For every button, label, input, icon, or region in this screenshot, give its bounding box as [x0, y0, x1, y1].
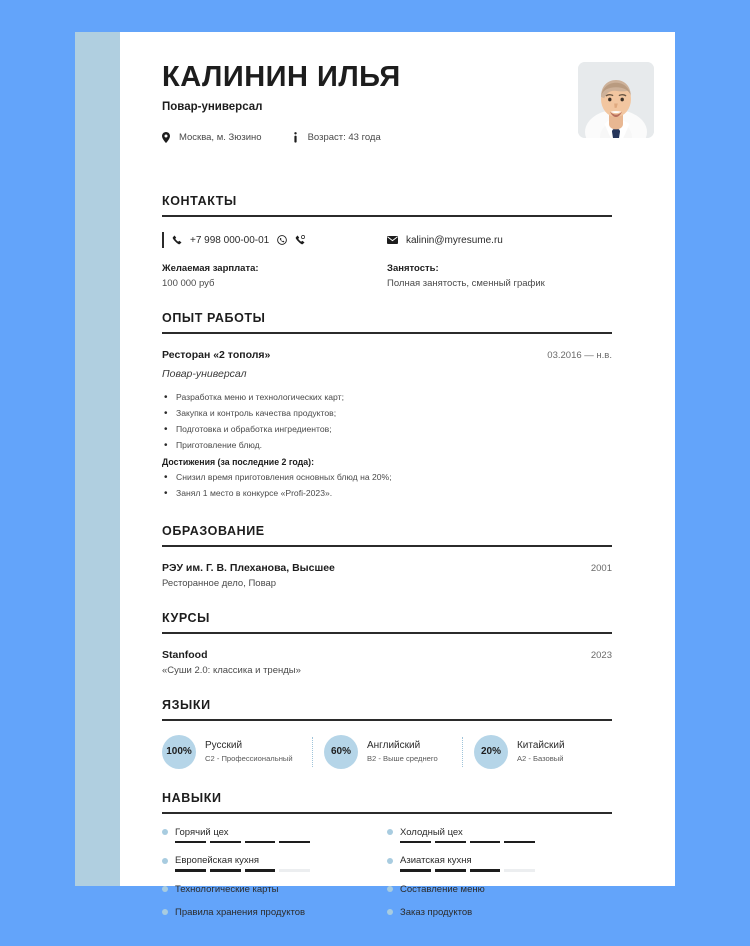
language-level: C2 - Профессиональный [205, 754, 293, 764]
skill-item [162, 827, 387, 844]
section-courses [162, 611, 612, 676]
language-name: Английский [366, 740, 421, 752]
languages-list [162, 735, 612, 769]
header-meta [162, 132, 612, 143]
skill-name: Заказ продуктов [400, 906, 473, 918]
language-name: Китайский [516, 740, 565, 752]
skill-item [387, 827, 612, 844]
contact-secondary-row [162, 263, 612, 289]
phone-marker [162, 232, 164, 248]
info-icon [292, 132, 299, 143]
map-pin-icon [162, 132, 170, 143]
skill-name: Технологические карты [175, 883, 279, 895]
section-rule [162, 215, 612, 217]
list-item: • Закупка и контроль качества продуктов; [162, 406, 612, 422]
course-date: 2023 [590, 649, 612, 661]
skill-rating-bar [175, 869, 310, 872]
candidate-role: Повар-универсал [162, 100, 263, 113]
section-title-education: ОБРАЗОВАНИЕ [162, 523, 265, 538]
section-title-courses: КУРСЫ [162, 610, 211, 625]
salary-value: 100 000 руб [162, 278, 215, 289]
skill-rating-segment [435, 841, 466, 844]
skill-item [162, 855, 387, 872]
skill-item [387, 907, 612, 918]
skill-name: Составление меню [400, 883, 485, 895]
section-skills [162, 791, 612, 930]
phone-icon [172, 235, 182, 245]
skill-rating-segment [245, 841, 276, 844]
list-item: • Занял 1 место в конкурсе «Profi-2023». [162, 486, 612, 502]
list-item: • Приготовление блюд. [162, 438, 612, 454]
candidate-age: Возраст: 43 года [307, 131, 381, 143]
skill-row [387, 907, 612, 918]
language-percent-badge: 60% [324, 735, 358, 769]
bullet-dot-icon [387, 829, 393, 835]
skill-rating-segment [175, 869, 206, 872]
envelope-icon [387, 236, 398, 244]
section-rule [162, 332, 612, 334]
skill-row [387, 827, 612, 838]
experience-position: Повар-универсал [162, 368, 247, 380]
section-education [162, 524, 612, 589]
language-percent-badge: 20% [474, 735, 508, 769]
section-rule [162, 812, 612, 814]
candidate-location: Москва, м. Зюзино [179, 131, 262, 143]
skill-rating-segment [245, 869, 276, 872]
language-level: A2 - Базовый [516, 754, 564, 764]
section-rule [162, 632, 612, 634]
language-percent-badge: 100% [162, 735, 196, 769]
skill-rating-segment [504, 841, 535, 844]
skill-rating-segment [210, 869, 241, 872]
candidate-name: КАЛИНИН ИЛЬЯ [162, 61, 401, 93]
bullet-dot-icon [162, 886, 168, 892]
skill-name: Правила хранения продуктов [175, 906, 306, 918]
skill-rating-segment [470, 841, 501, 844]
bullet-dot-icon [387, 886, 393, 892]
language-item [462, 735, 612, 769]
skill-rating-segment [175, 841, 206, 844]
skill-name: Азиатская кухня [400, 855, 472, 867]
language-item [162, 735, 312, 769]
section-title-languages: ЯЗЫКИ [162, 697, 211, 712]
employment-label: Занятость: [387, 263, 439, 274]
section-title-skills: НАВЫКИ [162, 790, 222, 805]
experience-item-head [162, 349, 612, 361]
resume-page [120, 32, 675, 918]
bullet-dot-icon [162, 858, 168, 864]
education-institution: РЭУ им. Г. В. Плеханова, Высшее [162, 561, 335, 574]
skill-name: Горячий цех [175, 826, 229, 838]
page-accent-stripe [75, 32, 120, 886]
phone-number: +7 998 000-00-01 [190, 234, 270, 246]
experience-item [162, 349, 612, 502]
salary-label: Желаемая зарплата: [162, 263, 259, 274]
bullet-dot-icon [162, 829, 168, 835]
skill-item [162, 907, 387, 918]
skill-row [162, 907, 387, 918]
section-title-experience: ОПЫТ РАБОТЫ [162, 311, 266, 325]
bullet-dot-icon [387, 909, 393, 915]
bullet-dot-icon [387, 858, 393, 864]
education-item [162, 562, 612, 589]
experience-duties [162, 390, 612, 502]
skill-rating-bar [400, 841, 535, 844]
skill-row [387, 855, 612, 866]
skill-row [162, 827, 387, 838]
skill-name: Холодный цех [400, 826, 463, 838]
section-contacts [162, 194, 612, 289]
skill-rating-segment [504, 869, 535, 872]
employment-value: Полная занятость, сменный график [387, 278, 545, 289]
skill-row [387, 884, 612, 895]
salary-block [162, 263, 387, 289]
education-item-head [162, 562, 612, 574]
skills-list [162, 827, 612, 930]
achievements-label: Достижения (за последние 2 года): [162, 456, 315, 467]
skill-rating-bar [400, 869, 535, 872]
list-item: • Подготовка и обработка ингредиентов; [162, 422, 612, 438]
section-languages [162, 698, 612, 769]
skill-rating-segment [279, 841, 310, 844]
skill-row [162, 884, 387, 895]
whatsapp-icon[interactable] [277, 235, 287, 245]
section-rule [162, 719, 612, 721]
course-details: «Суши 2.0: классика и тренды» [162, 664, 301, 676]
experience-company: Ресторан «2 тополя» [162, 349, 271, 361]
telegram-icon[interactable] [295, 235, 305, 245]
skill-item [387, 855, 612, 872]
skill-item [162, 884, 387, 895]
resume-header [162, 62, 612, 172]
language-name: Русский [205, 740, 243, 752]
course-provider: Stanfood [162, 648, 208, 661]
section-rule [162, 545, 612, 547]
section-title-contacts: КОНТАКТЫ [162, 194, 237, 208]
course-item [162, 649, 612, 676]
employment-block [387, 263, 612, 289]
candidate-photo [578, 62, 654, 138]
contact-email[interactable] [387, 232, 612, 248]
skill-rating-segment [400, 841, 431, 844]
education-date: 2001 [590, 562, 612, 574]
skill-rating-segment [400, 869, 431, 872]
skill-rating-segment [470, 869, 501, 872]
email-address: kalinin@myresume.ru [406, 234, 503, 246]
list-item: • Разработка меню и технологических карт; [162, 390, 612, 406]
bullet-dot-icon [162, 909, 168, 915]
language-level: B2 - Выше среднего [366, 754, 438, 764]
skill-item [387, 884, 612, 895]
skill-rating-segment [435, 869, 466, 872]
section-experience [162, 311, 612, 502]
skill-row [162, 855, 387, 866]
list-item: • Снизил время приготовления основных блюд на 20%; [162, 470, 612, 486]
contact-phone[interactable] [162, 232, 387, 248]
experience-date: 03.2016 — н.в. [547, 350, 612, 361]
language-item [312, 735, 462, 769]
course-item-head [162, 649, 612, 661]
skill-rating-segment [279, 869, 310, 872]
skill-rating-bar [175, 841, 310, 844]
education-details: Ресторанное дело, Повар [162, 577, 277, 589]
skill-name: Европейская кухня [175, 855, 260, 867]
skill-rating-segment [210, 841, 241, 844]
contact-primary-row [162, 232, 612, 248]
